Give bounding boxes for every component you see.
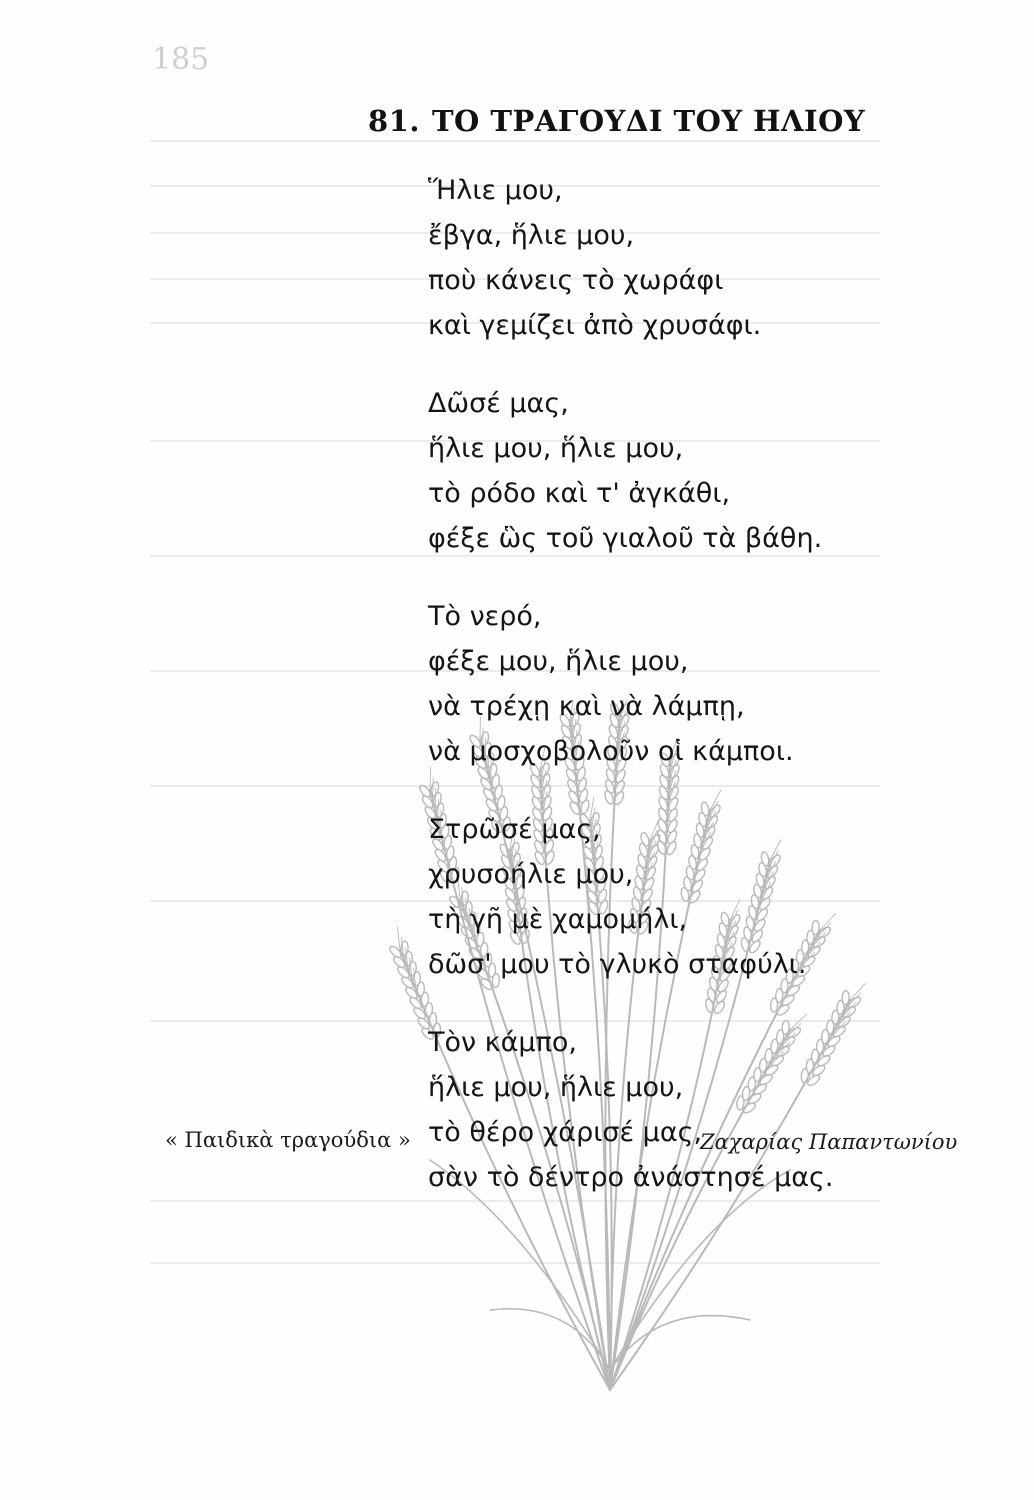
poem-line: ἔβγα, ἥλιε μου, — [428, 220, 635, 251]
poem-number: 81. — [368, 104, 420, 138]
poem-line: τὴ γῆ μὲ χαμομήλι, — [428, 904, 688, 935]
stanza — [428, 594, 833, 774]
stanza — [428, 381, 833, 561]
wheat-grain — [837, 1000, 845, 1014]
poem-source: « Παιδικὰ τραγούδια » — [165, 1128, 411, 1152]
wheat-grain — [405, 951, 413, 965]
wheat-awn — [414, 968, 417, 991]
poem-line: Δῶσέ μας, — [428, 388, 569, 419]
poem-line: Τὸν κάμπο, — [428, 1027, 577, 1058]
stanza — [428, 168, 833, 348]
wheat-leaf — [490, 1309, 610, 1370]
wheat-awn — [845, 993, 861, 1010]
wheat-grain — [400, 975, 415, 990]
wheat-grain — [396, 965, 411, 980]
wheat-grain — [404, 985, 419, 1000]
poem-line: ποὺ κάνεις τὸ χωράφι — [428, 265, 724, 296]
page-number: 185 — [152, 42, 210, 77]
wheat-awn — [840, 1003, 856, 1020]
bleed-through-line — [150, 140, 880, 142]
poem-line: ἥλιε μου, ἥλιε μου, — [428, 1072, 684, 1103]
poem-line: τὸ θέρο χάρισέ μας, — [428, 1117, 703, 1148]
poem-line: σὰν τὸ δέντρο ἀνάστησέ μας. — [428, 1162, 834, 1193]
poem-author: Ζαχαρίας Παπαντωνίου — [700, 1130, 958, 1154]
poem-line: Στρῶσέ μας, — [428, 814, 601, 845]
stanza — [428, 807, 833, 987]
poem-line: δῶσ' μου τὸ γλυκὸ σταφύλι. — [428, 949, 807, 980]
poem-line: Ἥλιε μου, — [428, 175, 563, 206]
wheat-grain — [388, 944, 403, 959]
wheat-grain — [412, 1006, 427, 1021]
wheat-awn — [406, 948, 409, 971]
poem-line: νὰ τρέχῃ καὶ νὰ λάμπῃ, — [428, 691, 745, 722]
wheat-grain — [842, 1005, 857, 1019]
poem-title-heading — [368, 104, 865, 138]
stanza — [428, 1020, 833, 1200]
poem-line: χρυσοήλιε μου, — [428, 859, 634, 890]
wheat-leaf — [610, 1316, 750, 1370]
wheat-awn — [410, 958, 413, 981]
wheat-grain — [408, 996, 423, 1011]
wheat-grain — [831, 1025, 846, 1039]
poem-line: καὶ γεμίζει ἀπὸ χρυσάφι. — [428, 310, 762, 341]
bleed-through-line — [150, 1262, 880, 1264]
wheat-grain — [409, 961, 417, 975]
poem-line: τὸ ρόδο καὶ τ' ἀγκάθι, — [428, 478, 731, 509]
wheat-awn — [850, 983, 866, 1000]
wheat-grain — [847, 995, 862, 1009]
wheat-grain — [417, 982, 425, 996]
wheat-grain — [842, 991, 850, 1005]
poem-body — [428, 168, 833, 1233]
wheat-grain — [401, 941, 409, 955]
wheat-awn — [398, 927, 401, 950]
poem-line: ἥλιε μου, ἥλιε μου, — [428, 433, 684, 464]
poem-line: νὰ μοσχοβολοῦν οἱ κάμποι. — [428, 736, 794, 767]
poem-line: Τὸ νερό, — [428, 601, 542, 632]
wheat-awn — [402, 938, 405, 961]
wheat-grain — [392, 955, 407, 970]
wheat-grain — [413, 972, 421, 986]
poem-title: ΤΟ ΤΡΑΓΟΥΔΙ ΤΟΥ ΗΛΙΟΥ — [431, 104, 866, 138]
poem-line: φέξε ὣς τοῦ γιαλοῦ τὰ βάθη. — [428, 523, 823, 554]
poem-line: φέξε μου, ἥλιε μου, — [428, 646, 689, 677]
